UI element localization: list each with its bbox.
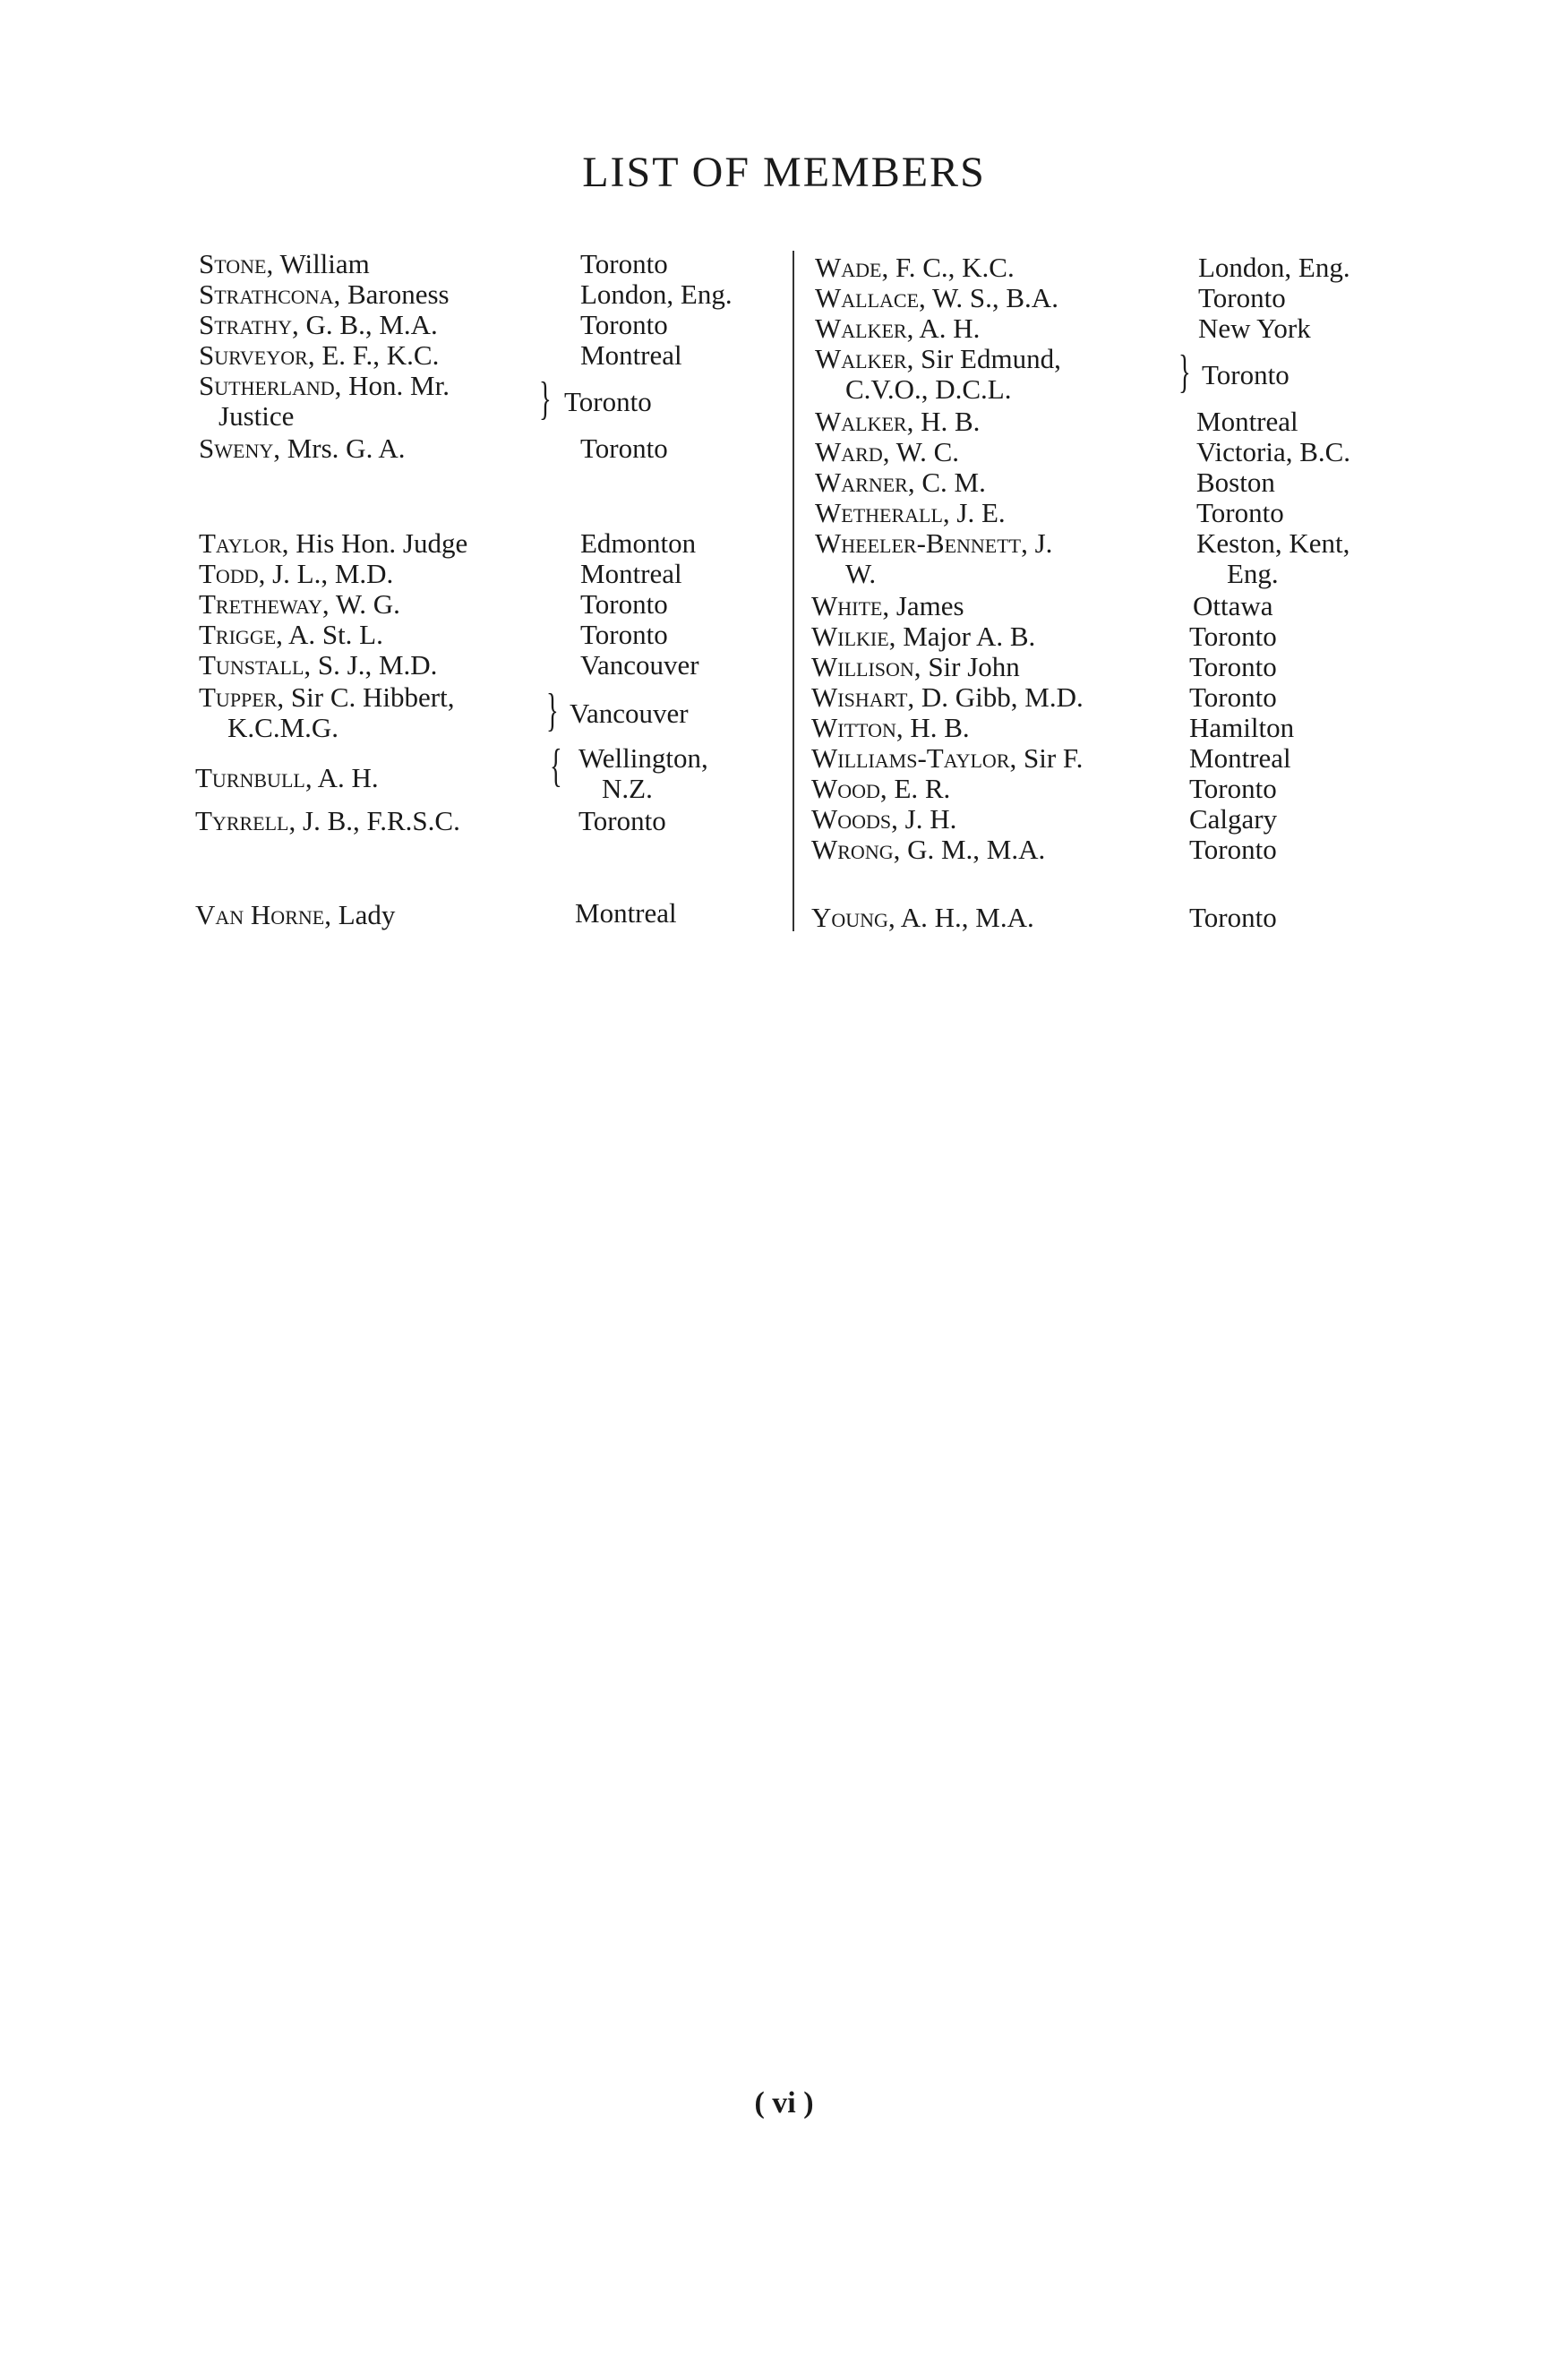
member-surname: Warner, — [815, 467, 915, 498]
member-surname: Sweny, — [199, 432, 280, 464]
brace-left: { — [550, 741, 562, 792]
member-entry — [811, 804, 956, 835]
member-entry — [815, 344, 1061, 374]
member-entry — [811, 591, 964, 621]
member-location: Vancouver — [570, 698, 689, 729]
member-location: Toronto — [580, 619, 668, 650]
member-location: Toronto — [580, 248, 668, 279]
member-location: Montreal — [1189, 742, 1291, 774]
brace-right: } — [1178, 347, 1191, 398]
member-location: Toronto — [1202, 359, 1290, 390]
member-entry — [199, 620, 383, 650]
member-location: Montreal — [575, 897, 677, 929]
brace-right: } — [539, 373, 552, 424]
member-entry — [195, 806, 460, 836]
member-location: Toronto — [1189, 681, 1277, 713]
member-surname: Surveyor, — [199, 339, 315, 371]
member-surname: Wetherall, — [815, 497, 950, 528]
member-surname: Tretheway, — [199, 588, 330, 620]
page-number: ( vi ) — [754, 2086, 814, 2120]
member-location: Montreal — [580, 339, 682, 371]
member-details: Sir John — [921, 651, 1020, 682]
member-surname: Sutherland, — [199, 370, 342, 401]
member-surname: Young, — [811, 902, 895, 933]
member-entry — [199, 650, 437, 681]
member-entry — [811, 682, 1084, 713]
member-surname: Tupper, — [199, 681, 285, 713]
member-location: Toronto — [578, 805, 666, 836]
member-entry — [815, 437, 959, 467]
member-surname: Williams-Taylor, — [811, 742, 1017, 774]
member-surname: Van Horne, — [195, 899, 331, 930]
member-surname: Tunstall, — [199, 649, 312, 681]
member-entry — [199, 433, 406, 464]
member-surname: Tyrrell, — [195, 805, 296, 836]
member-details: Sir F. — [1016, 742, 1084, 774]
column-divider — [793, 251, 794, 931]
member-entry — [815, 313, 980, 344]
member-entry — [199, 682, 454, 713]
member-surname: Trigge, — [199, 619, 283, 650]
member-details: C. M. — [914, 467, 986, 498]
page-title: LIST OF MEMBERS — [582, 149, 986, 196]
member-details: S. J., M.D. — [311, 649, 438, 681]
member-surname: Wilkie, — [811, 621, 896, 652]
member-entry — [815, 498, 1006, 528]
member-location: Montreal — [580, 558, 682, 589]
member-details: A. H. — [913, 313, 981, 344]
member-location-continued: Eng. — [1227, 558, 1279, 589]
member-location: Toronto — [1189, 902, 1277, 933]
member-surname: Stone, — [199, 248, 274, 279]
member-details: W. G. — [329, 588, 400, 620]
member-details: J. — [1027, 527, 1053, 559]
member-location: New York — [1198, 313, 1311, 344]
member-details: D. Gibb, M.D. — [914, 681, 1084, 713]
member-location: Keston, Kent, — [1196, 527, 1350, 559]
member-details: J. H. — [897, 803, 957, 835]
member-location: London, Eng. — [580, 278, 733, 310]
member-details: G. M., M.A. — [900, 834, 1046, 865]
member-details-continued: C.V.O., D.C.L. — [845, 373, 1012, 405]
member-details: J. E. — [949, 497, 1006, 528]
member-entry — [815, 528, 1052, 559]
member-details: A. St. L. — [282, 619, 383, 650]
member-entry — [199, 559, 393, 589]
member-location: Toronto — [580, 309, 668, 340]
member-entry — [815, 253, 1015, 283]
member-entry — [199, 340, 439, 371]
member-details: William — [273, 248, 370, 279]
member-entry — [811, 774, 950, 804]
member-location: Montreal — [1196, 406, 1298, 437]
member-details: Baroness — [340, 278, 450, 310]
member-location: Toronto — [1198, 282, 1286, 313]
member-surname: Woods, — [811, 803, 898, 835]
member-entry — [815, 467, 986, 498]
member-details: G. B., M.A. — [298, 309, 438, 340]
member-details: Hon. Mr. — [341, 370, 450, 401]
member-surname: Ward, — [815, 436, 890, 467]
member-surname: Strathy, — [199, 309, 299, 340]
member-entry — [199, 528, 467, 559]
member-location: Toronto — [1196, 497, 1284, 528]
member-location: Calgary — [1189, 803, 1278, 835]
member-details: F. C., K.C. — [888, 252, 1015, 283]
member-surname: Wood, — [811, 773, 887, 804]
member-surname: Strathcona, — [199, 278, 341, 310]
member-surname: Wishart, — [811, 681, 915, 713]
member-surname: Wrong, — [811, 834, 901, 865]
member-location: Ottawa — [1193, 590, 1273, 621]
member-location: Victoria, B.C. — [1196, 436, 1351, 467]
member-surname: Witton, — [811, 712, 904, 743]
member-surname: Walker, — [815, 313, 914, 344]
member-surname: Wallace, — [815, 282, 926, 313]
member-entry — [199, 589, 400, 620]
member-details-continued: K.C.M.G. — [227, 712, 339, 743]
member-location: Boston — [1196, 467, 1275, 498]
member-details: J. B., F.R.S.C. — [296, 805, 460, 836]
member-surname: Taylor, — [199, 527, 289, 559]
member-location: Toronto — [1189, 834, 1277, 865]
member-entry — [811, 621, 1035, 652]
member-details: H. B. — [913, 406, 981, 437]
member-details: Major A. B. — [895, 621, 1036, 652]
member-details: Lady — [330, 899, 396, 930]
member-entry — [195, 900, 395, 930]
member-location: Toronto — [1189, 621, 1277, 652]
member-details: His Hon. Judge — [288, 527, 468, 559]
member-entry — [811, 743, 1083, 774]
member-entry — [199, 371, 450, 401]
member-surname: Wheeler-Bennett, — [815, 527, 1028, 559]
member-location: Toronto — [580, 588, 668, 620]
member-entry — [199, 249, 370, 279]
member-entry — [811, 835, 1045, 865]
member-details: E. R. — [887, 773, 951, 804]
member-details: H. B. — [903, 712, 970, 743]
member-entry — [199, 279, 450, 310]
member-surname: White, — [811, 590, 890, 621]
member-details: W. S., B.A. — [925, 282, 1058, 313]
member-location: Edmonton — [580, 527, 697, 559]
member-details: W. C. — [889, 436, 959, 467]
member-entry — [811, 652, 1020, 682]
member-details-continued: Justice — [218, 400, 295, 432]
member-entry — [815, 283, 1058, 313]
brace-right: } — [546, 685, 559, 736]
member-surname: Walker, — [815, 406, 914, 437]
member-entry — [811, 903, 1034, 933]
member-surname: Willison, — [811, 651, 921, 682]
member-details: A. H., M.A. — [895, 902, 1034, 933]
member-surname: Turnbull, — [195, 762, 313, 793]
member-details: A. H. — [312, 762, 379, 793]
member-surname: Walker, — [815, 343, 914, 374]
member-location: Toronto — [1189, 773, 1277, 804]
member-details: James — [889, 590, 964, 621]
member-location: London, Eng. — [1198, 252, 1350, 283]
member-entry — [811, 713, 970, 743]
member-surname: Wade, — [815, 252, 889, 283]
member-location: Toronto — [1189, 651, 1277, 682]
member-details: Sir Edmund, — [913, 343, 1061, 374]
member-location: Vancouver — [580, 649, 699, 681]
member-details: Mrs. G. A. — [279, 432, 406, 464]
member-location: Wellington, — [578, 742, 708, 774]
member-location: Toronto — [564, 386, 652, 417]
member-entry — [199, 310, 438, 340]
member-details: E. F., K.C. — [314, 339, 440, 371]
member-location: Toronto — [580, 432, 668, 464]
member-surname: Todd, — [199, 558, 266, 589]
member-details: J. L., M.D. — [265, 558, 394, 589]
member-details: Sir C. Hibbert, — [284, 681, 455, 713]
member-details-continued: W. — [845, 558, 877, 589]
member-location-continued: N.Z. — [602, 773, 653, 804]
member-location: Hamilton — [1189, 712, 1295, 743]
member-entry — [815, 407, 980, 437]
member-entry — [195, 763, 379, 793]
